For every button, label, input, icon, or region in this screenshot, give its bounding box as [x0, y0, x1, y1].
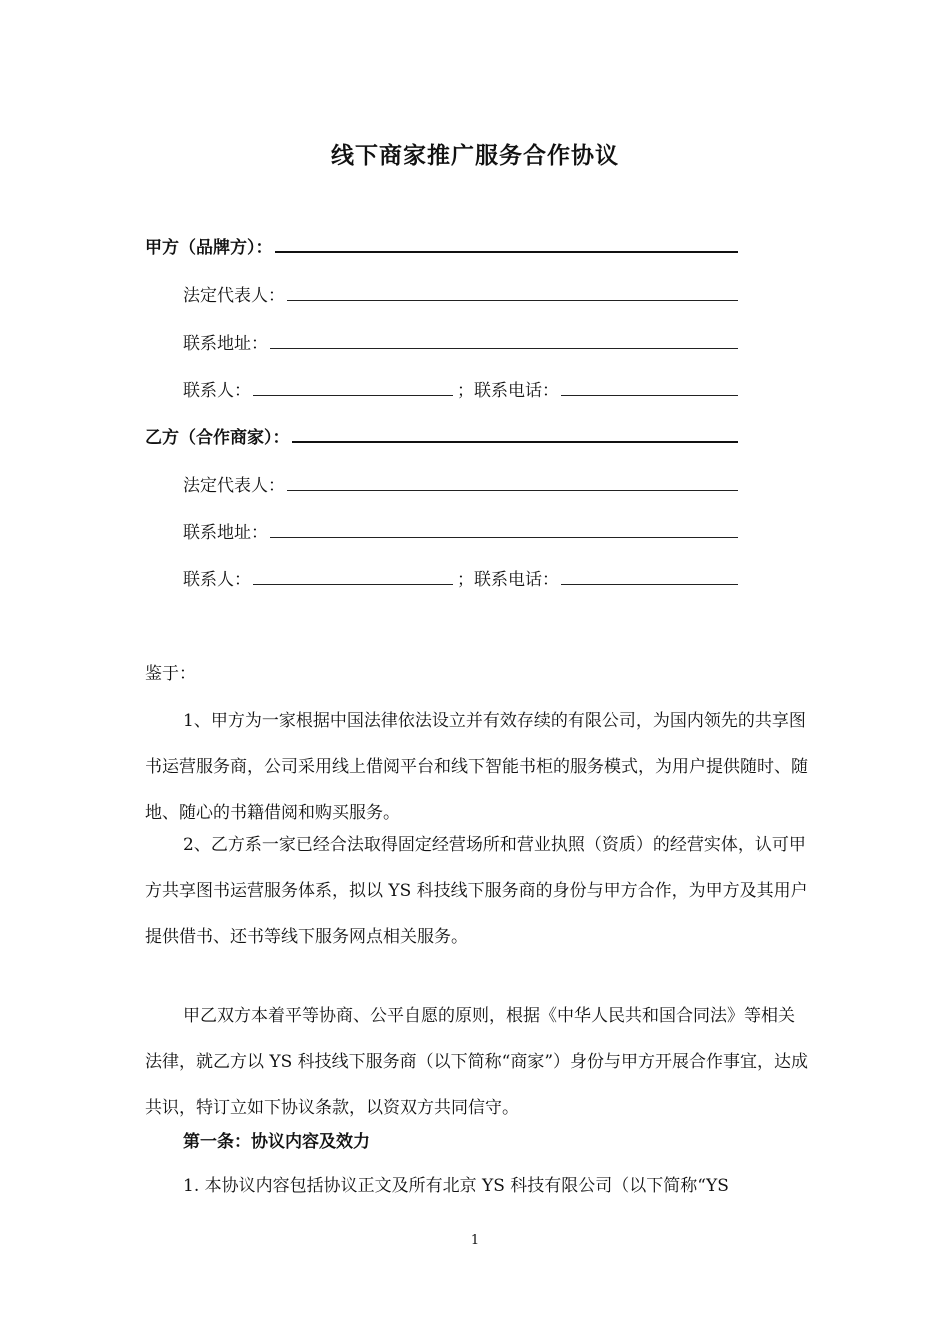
whereas-item-1: 1、甲方为一家根据中国法律依法设立并有效存续的有限公司，为国内领先的共享图书运营服务商，公司采用线上借阅平台和线下智能书柜的服务模式，为用户提供随时、随地、随心的书籍借阅和购买服务。 — [145, 711, 808, 823]
party-a-contact-blank — [253, 395, 453, 396]
party-b-contact-row — [183, 564, 738, 590]
party-b-phone-label: ；联系电话： — [457, 570, 559, 590]
party-a-label: 甲方（品牌方）： — [145, 238, 273, 258]
party-a-legal-rep-blank — [287, 300, 738, 301]
party-a-phone-blank — [561, 395, 738, 396]
preamble-paragraph: 甲乙双方本着平等协商、公平自愿的原则，根据《中华人民共和国合同法》等相关法律，就乙方以 YS 科技线下服务商（以下简称“商家”）身份与甲方开展合作事宜，达成共识，特订立如下协议条款，以资双方共同信守。 — [145, 1006, 809, 1118]
party-b-contact-label: 联系人： — [183, 570, 251, 590]
page-number: 1 — [470, 1233, 480, 1248]
whereas-label: 鉴于： — [145, 664, 196, 684]
party-b-legal-rep-blank — [287, 490, 738, 491]
party-b-phone-blank — [561, 584, 738, 585]
party-a-contact-row — [183, 375, 738, 401]
party-b-address-row — [183, 517, 738, 543]
party-a-blank — [275, 251, 739, 253]
party-b-address-label: 联系地址： — [183, 523, 268, 543]
party-b-row — [145, 422, 738, 448]
party-b-label: 乙方（合作商家）： — [145, 428, 290, 448]
article-1-item-1: 1. 本协议内容包括协议正文及所有北京 YS 科技有限公司（以下简称“YS — [183, 1176, 729, 1196]
party-a-row — [145, 232, 738, 258]
party-a-phone-label: ；联系电话： — [457, 381, 559, 401]
party-a-address-row — [183, 328, 738, 354]
party-b-blank — [292, 441, 739, 443]
party-a-address-blank — [270, 348, 738, 349]
party-a-contact-label: 联系人： — [183, 381, 251, 401]
party-a-legal-rep-row — [183, 280, 738, 306]
whereas-item-2: 2、乙方系一家已经合法取得固定经营场所和营业执照（资质）的经营实体，认可甲方共享图书运营服务体系，拟以 YS 科技线下服务商的身份与甲方合作，为甲方及其用户提供借书、还书等线下服务网点相关服务。 — [145, 835, 808, 947]
document-title: 线下商家推广服务合作协议 — [331, 143, 619, 169]
party-b-contact-blank — [253, 584, 453, 585]
party-b-address-blank — [270, 537, 738, 538]
party-a-address-label: 联系地址： — [183, 334, 268, 354]
party-b-legal-rep-row — [183, 470, 738, 496]
article-1-heading: 第一条：协议内容及效力 — [183, 1132, 370, 1152]
party-a-legal-rep-label: 法定代表人： — [183, 286, 285, 306]
party-b-legal-rep-label: 法定代表人： — [183, 476, 285, 496]
